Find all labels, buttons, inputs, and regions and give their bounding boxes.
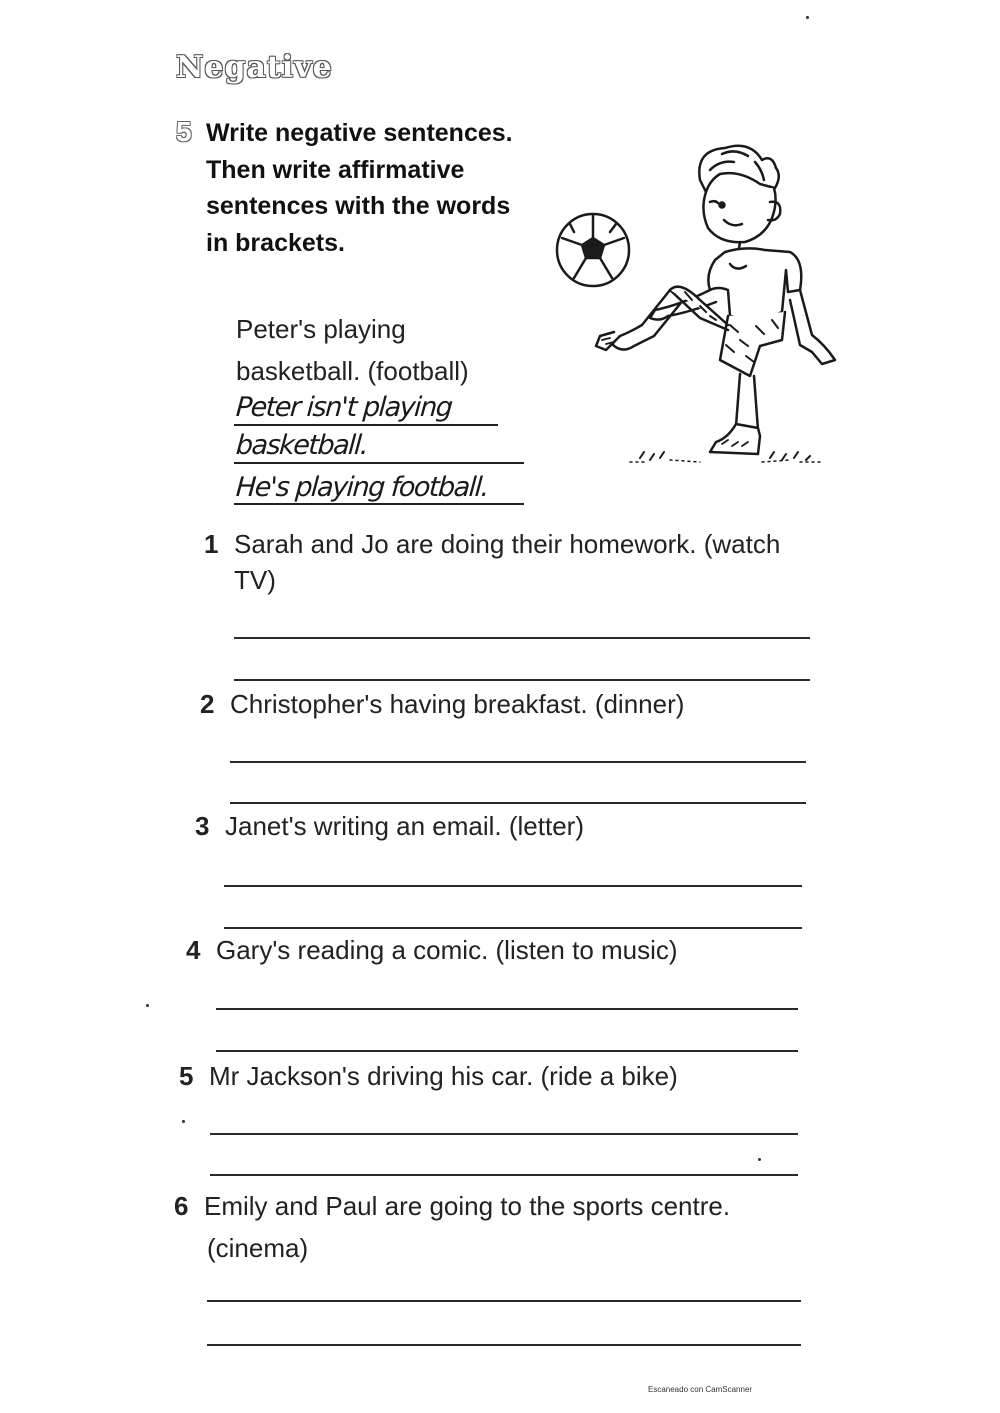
answer-line[interactable] [207,1344,801,1346]
example-answer-line1: Peter isn't playing [234,392,453,423]
boy-juggling-football-illustration [550,140,845,470]
scanner-footer: Escaneado con CamScanner [648,1385,753,1394]
example-answer-line3: He's playing football. [234,472,489,503]
answer-line[interactable] [224,927,802,929]
question-4 [186,930,678,970]
question-text: Christopher's having breakfast. (dinner) [230,689,685,719]
answer-line[interactable] [216,1008,798,1010]
answer-line[interactable] [216,1050,798,1052]
answer-line[interactable] [224,885,802,887]
question-number: 6 [174,1191,189,1221]
scan-speck [758,1158,761,1161]
instruction-text: Write negative sentences. Then write affirmative sentences with the words in brackets. [206,119,513,257]
example-prompt [236,308,526,392]
question-3 [195,806,584,846]
question-number: 5 [179,1061,194,1091]
question-6 [174,1186,730,1226]
example-prompt-line2: basketball. (football) [236,356,469,386]
question-1 [204,524,780,564]
question-number: 1 [204,529,219,559]
example-answer-line2: basketball. [234,430,369,461]
scan-speck [146,1004,149,1007]
question-text: Gary's reading a comic. (listen to music) [216,935,678,965]
scan-speck [182,1120,185,1123]
answer-line[interactable] [230,802,806,804]
answer-underline [234,462,524,464]
exercise-number: 5 [176,116,192,147]
question-text: Emily and Paul are going to the sports centre. [204,1191,731,1221]
question-text: Janet's writing an email. (letter) [225,811,584,841]
answer-line[interactable] [230,761,806,763]
section-heading: Negative [176,50,333,85]
question-6-line2: (cinema) [207,1233,309,1263]
question-2 [200,684,684,724]
answer-line[interactable] [234,679,810,681]
scan-speck [806,16,809,19]
question-text: Mr Jackson's driving his car. (ride a bike) [209,1061,678,1091]
example-prompt-line1: Peter's playing [236,314,406,344]
question-number: 2 [200,689,215,719]
question-text: Sarah and Jo are doing their homework. (watch [234,529,781,559]
answer-underline [234,424,498,426]
question-1-line2: TV) [234,565,276,595]
answer-line[interactable] [234,637,810,639]
answer-line[interactable] [207,1300,801,1302]
question-number: 3 [195,811,210,841]
answer-line[interactable] [210,1133,798,1135]
answer-line[interactable] [210,1174,798,1176]
answer-underline [234,503,524,505]
question-number: 4 [186,935,201,965]
question-5 [179,1056,678,1096]
